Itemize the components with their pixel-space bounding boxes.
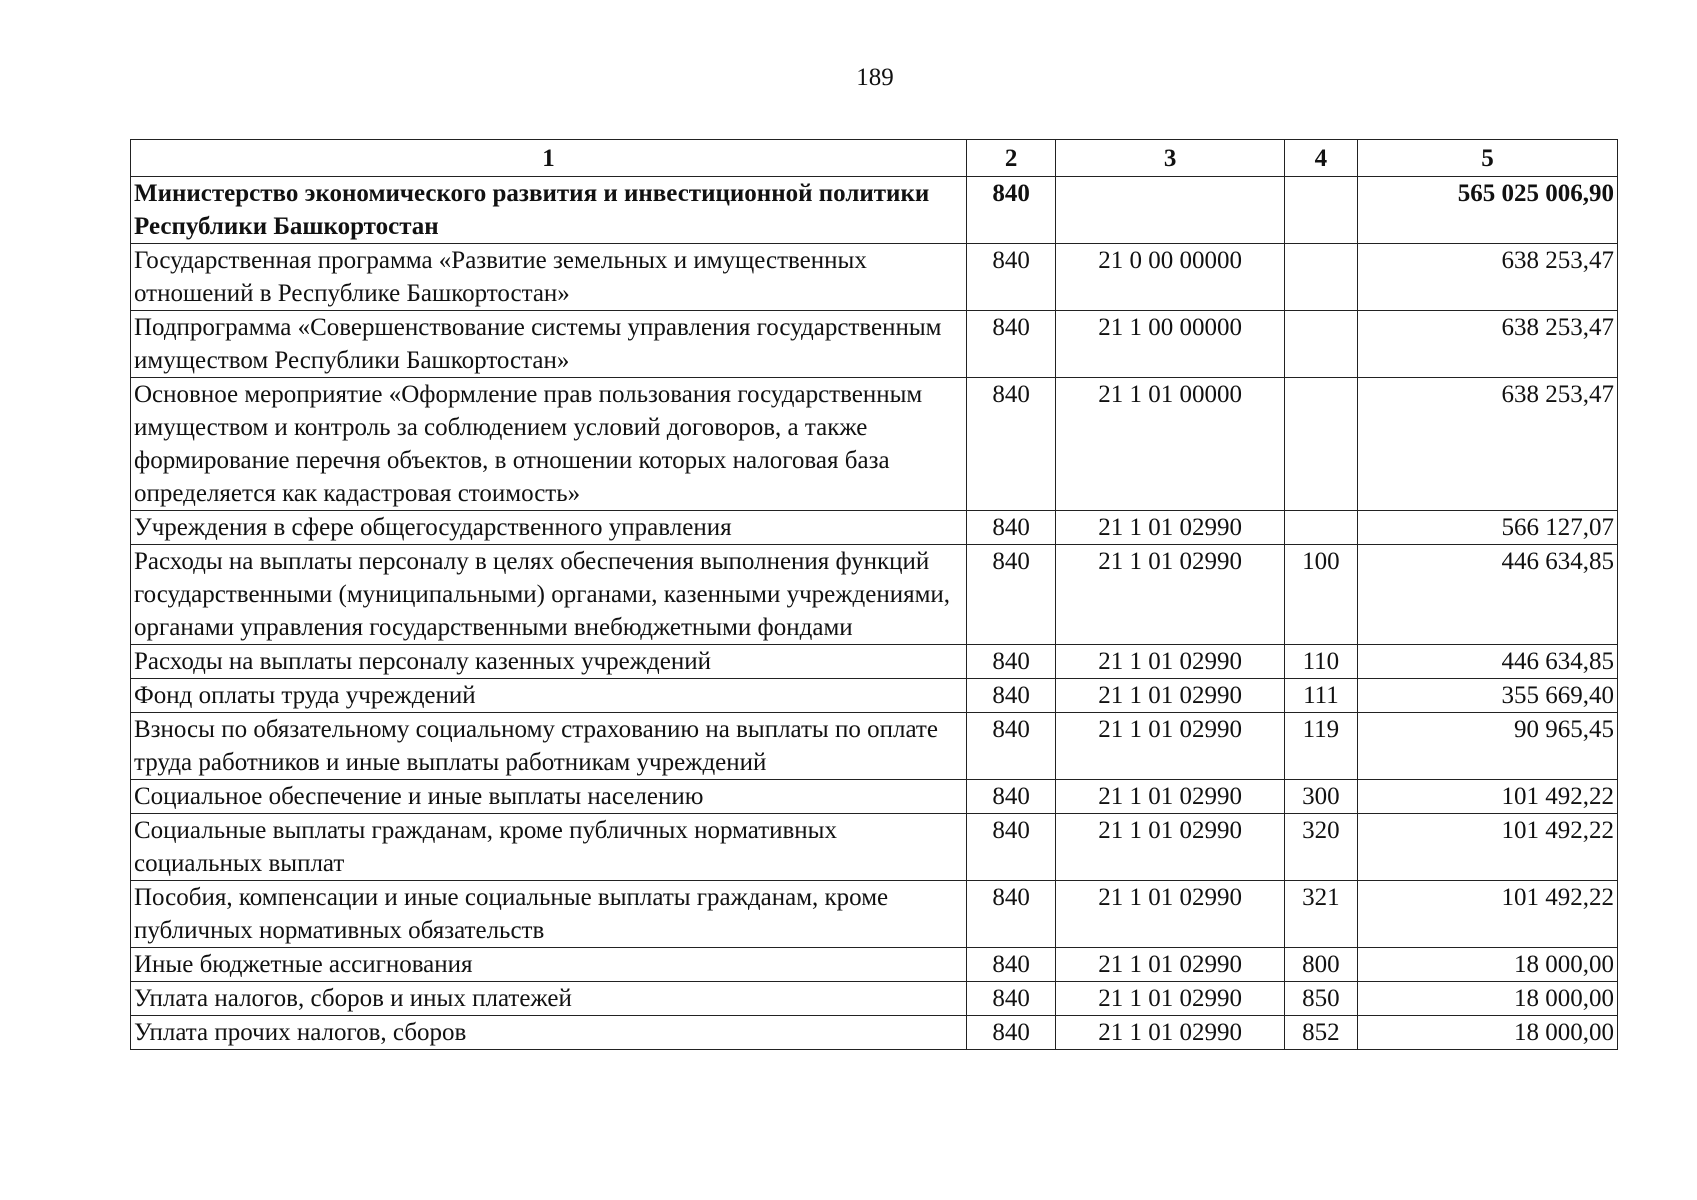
row-vr-code [1284,311,1357,378]
row-ved-code: 840 [966,948,1055,982]
row-csr-code: 21 0 00 00000 [1056,244,1285,311]
row-ved-code: 840 [966,679,1055,713]
header-col-3: 3 [1056,140,1285,177]
table-row [131,780,1618,814]
header-col-2: 2 [966,140,1055,177]
row-sum: 638 253,47 [1357,244,1617,311]
row-sum: 446 634,85 [1357,545,1617,645]
table-row [131,545,1618,645]
row-ved-code: 840 [966,713,1055,780]
row-ved-code: 840 [966,244,1055,311]
row-name: Государственная программа «Развитие земельных и имущественных отношений в Республике Башкортостан» [131,244,967,311]
row-vr-code [1284,511,1357,545]
page-number: 189 [856,64,894,91]
row-sum: 565 025 006,90 [1357,177,1617,244]
row-sum: 566 127,07 [1357,511,1617,545]
row-csr-code: 21 1 01 02990 [1056,679,1285,713]
row-name: Учреждения в сфере общегосударственного управления [131,511,967,545]
row-csr-code: 21 1 01 02990 [1056,1016,1285,1050]
row-ved-code: 840 [966,311,1055,378]
row-name: Фонд оплаты труда учреждений [131,679,967,713]
row-sum: 18 000,00 [1357,948,1617,982]
table-row [131,948,1618,982]
row-ved-code: 840 [966,177,1055,244]
row-vr-code: 321 [1284,881,1357,948]
row-sum: 90 965,45 [1357,713,1617,780]
row-vr-code: 850 [1284,982,1357,1016]
header-col-5: 5 [1357,140,1617,177]
row-vr-code [1284,177,1357,244]
row-csr-code: 21 1 01 02990 [1056,814,1285,881]
row-csr-code: 21 1 01 02990 [1056,881,1285,948]
row-vr-code: 119 [1284,713,1357,780]
row-csr-code: 21 1 01 02990 [1056,511,1285,545]
row-name: Основное мероприятие «Оформление прав пользования государственным имуществом и контроль за соблюдением условий договоров, а также формирование перечня объектов, в отношении которых налоговая база определяется как кадастровая стоимость» [131,378,967,511]
row-csr-code: 21 1 01 02990 [1056,982,1285,1016]
row-name: Подпрограмма «Совершенствование системы управления государственным имуществом Республики Башкортостан» [131,311,967,378]
header-col-1: 1 [131,140,967,177]
table-row [131,244,1618,311]
row-ved-code: 840 [966,1016,1055,1050]
row-csr-code: 21 1 01 02990 [1056,948,1285,982]
row-csr-code: 21 1 01 02990 [1056,545,1285,645]
row-ved-code: 840 [966,780,1055,814]
row-name: Социальные выплаты гражданам, кроме публичных нормативных социальных выплат [131,814,967,881]
row-sum: 638 253,47 [1357,311,1617,378]
table-row [131,881,1618,948]
row-sum: 446 634,85 [1357,645,1617,679]
table-row [131,713,1618,780]
header-col-4: 4 [1284,140,1357,177]
row-name: Министерство экономического развития и инвестиционной политики Республики Башкортостан [131,177,967,244]
row-ved-code: 840 [966,645,1055,679]
budget-table [130,139,1618,1050]
row-csr-code: 21 1 01 00000 [1056,378,1285,511]
row-sum: 18 000,00 [1357,982,1617,1016]
row-sum: 101 492,22 [1357,814,1617,881]
table-row [131,511,1618,545]
row-csr-code: 21 1 01 02990 [1056,780,1285,814]
row-vr-code: 110 [1284,645,1357,679]
row-name: Пособия, компенсации и иные социальные выплаты гражданам, кроме публичных нормативных обязательств [131,881,967,948]
row-name: Расходы на выплаты персоналу казенных учреждений [131,645,967,679]
row-name: Социальное обеспечение и иные выплаты населению [131,780,967,814]
row-sum: 101 492,22 [1357,881,1617,948]
row-ved-code: 840 [966,814,1055,881]
row-name: Взносы по обязательному социальному страхованию на выплаты по оплате труда работников и иные выплаты работникам учреждений [131,713,967,780]
row-csr-code: 21 1 01 02990 [1056,645,1285,679]
row-vr-code: 320 [1284,814,1357,881]
row-vr-code: 300 [1284,780,1357,814]
table-row [131,311,1618,378]
row-ved-code: 840 [966,378,1055,511]
row-ved-code: 840 [966,881,1055,948]
table-row [131,1016,1618,1050]
row-vr-code [1284,244,1357,311]
table-row [131,177,1618,244]
table-header-row [131,140,1618,177]
table-row [131,378,1618,511]
row-name: Уплата прочих налогов, сборов [131,1016,967,1050]
row-name: Уплата налогов, сборов и иных платежей [131,982,967,1016]
row-ved-code: 840 [966,982,1055,1016]
row-vr-code: 852 [1284,1016,1357,1050]
row-csr-code: 21 1 01 02990 [1056,713,1285,780]
table-row [131,679,1618,713]
row-ved-code: 840 [966,511,1055,545]
row-sum: 18 000,00 [1357,1016,1617,1050]
row-name: Иные бюджетные ассигнования [131,948,967,982]
table-row [131,645,1618,679]
row-csr-code: 21 1 00 00000 [1056,311,1285,378]
row-vr-code: 800 [1284,948,1357,982]
row-vr-code [1284,378,1357,511]
table-row [131,982,1618,1016]
row-csr-code [1056,177,1285,244]
row-vr-code: 111 [1284,679,1357,713]
row-sum: 101 492,22 [1357,780,1617,814]
row-sum: 355 669,40 [1357,679,1617,713]
row-name: Расходы на выплаты персоналу в целях обеспечения выполнения функций государственными (муниципальными) органами, казенными учреждениями, органами управления государственными внебюджетными фондами [131,545,967,645]
row-vr-code: 100 [1284,545,1357,645]
table-row [131,814,1618,881]
row-sum: 638 253,47 [1357,378,1617,511]
row-ved-code: 840 [966,545,1055,645]
